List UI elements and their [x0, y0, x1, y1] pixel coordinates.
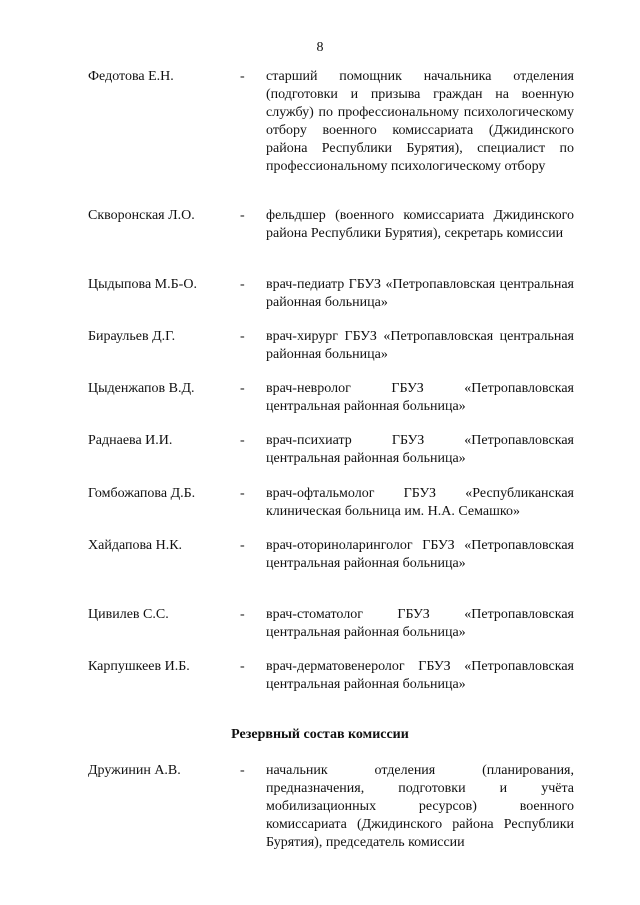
member-name: Гомбожапова Д.Б.	[88, 486, 196, 501]
member-name: Бираульев Д.Г.	[88, 329, 176, 344]
member-description: врач-оториноларинголог ГБУЗ «Петропавловская центральная районная больница»	[266, 538, 574, 571]
member-description: врач-педиатр ГБУЗ «Петропавловская центральная районная больница»	[266, 277, 574, 310]
member-entry	[88, 537, 574, 573]
member-entry	[88, 328, 574, 364]
member-name: Цивилев С.С.	[88, 607, 169, 622]
member-name: Хайдапова Н.К.	[88, 538, 183, 553]
member-name: Федотова Е.Н.	[88, 69, 174, 84]
dash-separator: -	[240, 486, 245, 501]
page-number: 8	[316, 40, 324, 55]
dash-separator: -	[240, 607, 245, 622]
member-name: Цыдыпова М.Б-О.	[88, 277, 197, 292]
member-description: фельдшер (военного комиссариата Джидинского района Республики Бурятия), секретарь комиссии	[266, 208, 574, 241]
dash-separator: -	[240, 329, 245, 344]
member-entry	[88, 658, 574, 694]
dash-separator: -	[240, 433, 245, 448]
member-name: Цыденжапов В.Д.	[88, 381, 195, 396]
member-description: врач-хирург ГБУЗ «Петропавловская центральная районная больница»	[266, 329, 574, 362]
dash-separator: -	[240, 208, 245, 223]
member-name: Скворонская Л.О.	[88, 208, 195, 223]
member-entry	[88, 485, 574, 521]
dash-separator: -	[240, 381, 245, 396]
member-name: Карпушкеев И.Б.	[88, 659, 190, 674]
member-entry	[88, 432, 574, 468]
member-entry	[88, 276, 574, 312]
dash-separator: -	[240, 538, 245, 553]
member-description: врач-офтальмолог ГБУЗ «Республиканская клиническая больница им. Н.А. Семашко»	[266, 486, 574, 519]
reserve-heading: Резервный состав комиссии	[231, 727, 409, 742]
member-description: старший помощник начальника отделения (подготовки и призыва граждан на военную службу) по профессиональному психологическому отбору военного комиссариата (Джидинского района Республики Бурятия), специалист по профессиональному психологическому отбору	[266, 69, 574, 174]
member-description: врач-дерматовенеролог ГБУЗ «Петропавловская центральная районная больница»	[266, 659, 574, 692]
member-entry	[88, 68, 574, 176]
member-entry	[88, 207, 574, 243]
dash-separator: -	[240, 763, 245, 778]
member-description: начальник отделения (планирования, предназначения, подготовки и учёта мобилизационных ресурсов) военного комиссариата (Джидинского района Республики Бурятия), председатель комиссии	[266, 763, 574, 850]
reserve-member-entry	[88, 762, 574, 852]
member-name: Раднаева И.И.	[88, 433, 173, 448]
dash-separator: -	[240, 277, 245, 292]
member-description: врач-психиатр ГБУЗ «Петропавловская центральная районная больница»	[266, 433, 574, 466]
dash-separator: -	[240, 659, 245, 674]
member-entry	[88, 380, 574, 416]
member-description: врач-стоматолог ГБУЗ «Петропавловская центральная районная больница»	[266, 607, 574, 640]
dash-separator: -	[240, 69, 245, 84]
member-description: врач-невролог ГБУЗ «Петропавловская центральная районная больница»	[266, 381, 574, 414]
member-entry	[88, 606, 574, 642]
member-name: Дружинин А.В.	[88, 763, 181, 778]
